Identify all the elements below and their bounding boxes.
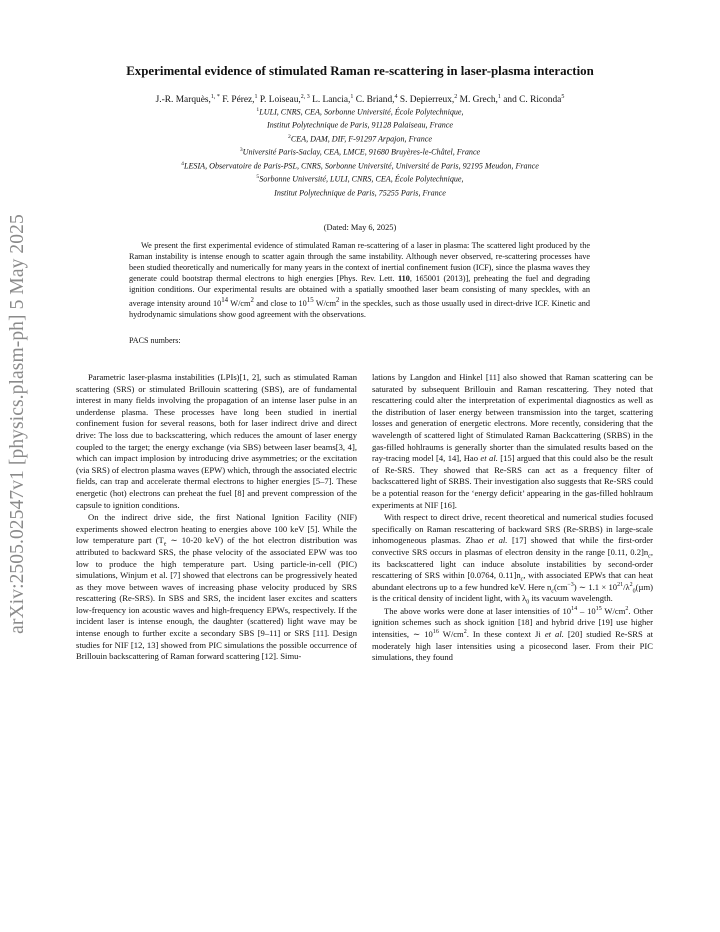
author: M. Grech,$^1$ xyxy=(459,94,501,106)
author: L. Lancia,$^1$ xyxy=(312,94,354,106)
body-paragraph: lations by Langdon and Hinkel [11] also showed that Raman scattering can be saturated by subsequent Brillouin and Raman rescattering. They noted that rescattering could alter the interpretation of experimental diagnostics as well as the distribution of laser energy between transmission into the target, scattering losses and generation of energetic electrons. More recently, considering that the wavelength of scattered light of Stimulated Raman Backcattering (SRBS) in the gas-filled hohlraums is generally shorter than the simulated results based on the ray-tracing model [4, 14], Hao et al. [15] argued that this could also be the result of Re-SRS. They showed that Re-SRS can act as a frequency filter of backscattered light of SRBS. Their investigation also suggests that Re-SRS could be a potential reason for the ‘energy deficit’ appearing in the gas-filled hohlraum experiments at NIF [16]. xyxy=(372,372,653,510)
pacs-numbers: PACS numbers: xyxy=(129,336,181,345)
author-list xyxy=(40,91,680,106)
body-paragraph: Parametric laser-plasma instabilities (LPIs)[1, 2], such as stimulated Raman scattering (SRS) or stimulated Brillouin scattering (SBS), are of fundamental interest in many fields involving the propagation of an intense laser pulse in an underdense plasma. These processes have long been studied in inertial confinement fusion for several reasons, both for laser indirect drive and direct drive: The loss due to backscattering, which reduces the amount of laser energy coupled to the target; the energy exchange (via SBS) between laser beams[3, 4], which can impact implosion by introducing drive asymmetries; or the excitation (via SRS) of electron plasma waves (EPW) which, through the associated electric fields, can trap and accelerate thermal electrons to higher energies [5–7]. These energetic (hot) electrons can preheat the fuel [8] and prevent compression of the capsule to ignition conditions. xyxy=(76,372,357,510)
author: C. Briand,$^4$ xyxy=(355,94,398,106)
body-paragraph: With respect to direct drive, recent theoretical and numerical studies focused specifically on Raman rescattering of backward SRS (Re-SRBS) in large-scale inhomogeneous plasmas. Zhao et al. [17] showed that while the first-order convective SRS occurs in plasmas of electron density in the range [0.11, $0.2]n_c$, its backscattered light can induce absolute instabilities by second-order rescattering of SRS within [0.0764, $0.11]n_c$, with associated EPWs that can heat abundant electrons up to a few hundred keV. Here $n_c(cm^{-3})$ ∼ $1.1 \times 10^{21}/\lambda^2_0(\mu m)$ is the critical density of incident light, with $\lambda_0$ its vacuum wavelength. xyxy=(372,512,654,606)
arxiv-identifier-stamp xyxy=(1,178,35,670)
body-column-left xyxy=(76,372,357,663)
author: P. Loiseau,$^{2, 3}$ xyxy=(259,94,310,106)
affiliation: Institut Polytechnique de Paris, 75255 Paris, France xyxy=(274,188,446,198)
abstract: We present the first experimental evidence of stimulated Raman re-scattering of a laser in plasma: The scattered light produced by the Raman instability is intense enough to scatter again through the same instability. Although never observed, re-scattering processes have been studied theoretically and numerically for many years in the context of inertial confinement fusion (ICF), since the plasma waves they generate could bootstrap thermal electrons to high energies [Phys. Rev. Lett. 110, 165001 (2013)], preheating the fuel and degrading ignition conditions. Our experimental results are obtained with a spatially smoothed laser beam consisting of many speckles, with an average intensity around $10^{14}$ $W/cm^2$ and close to $10^{15}$ $W/cm^2$ in the speckles, such as those usually used in direct-drive ICF. Kinetic and hydrodynamic simulations show good agreement with the observations. xyxy=(129,241,591,320)
affiliation: $^5$Sorbonne Université, LULI, CNRS, CEA, École Polytechnique, xyxy=(256,174,464,185)
author: J.-R. Marquès,$^{1, *}$ xyxy=(155,94,220,106)
author: F. Pérez,$^1$ xyxy=(222,94,258,106)
body-paragraph: On the indirect drive side, the first National Ignition Facility (NIF) experiments showed electron heating to energies above 100 keV [5]. While the low temperature part ($T_e$ ∼ 10-20 keV) of the hot electron distribution was attributed to backward SRS, the phase velocity of the associated EPW was too low to produce the high temperature part. Using particle-in-cell (PIC) simulations, Winjum et al. [7] showed that electrons can be progressively heated as they move between waves of increasing phase velocity produced by SRS rescattering (Re-SRS). In SBS and SRS, the incident laser excites and scatters low-frequency ion acoustic waves and high-frequency EPWs, respectively. If the incident laser is intense enough, the daughter (scattered) light wave may be intense enough to further excite a secondary SBS [9–11] or SRS [11]. Design studies for NIF [12, 13] showed from PIC simulations the possible occurrence of Brillouin backscattering of Raman forward scattering [12]. Simu- xyxy=(76,512,358,662)
paper-title: Experimental evidence of stimulated Raman re-scattering in laser-plasma interaction xyxy=(126,64,594,78)
body-column-right xyxy=(372,372,653,664)
dated-line: (Dated: May 6, 2025) xyxy=(323,223,397,232)
affiliation: $^2$CEA, DAM, DIF, F-91297 Arpajon, France xyxy=(288,133,432,144)
body-paragraph: The above works were done at laser intensities of $10^{14} - 10^{15}$ $W/cm^2$. Other ignition schemes such as shock ignition [18] and hybrid drive [19] use higher intensities, ∼ $10^{16}$ $W/cm^2$. In these context Ji et al. [20] studied Re-SRS at moderately high laser intensities using a picosecond laser. From their PIC simulations, they found xyxy=(372,605,654,663)
affiliation-list xyxy=(40,105,680,199)
arxiv-identifier: arXiv:2505.02547v1 [physics.plasm-ph] 5 May 2025 xyxy=(7,214,29,634)
affiliation: $^1$LULI, CNRS, CEA, Sorbonne Université, École Polytechnique, xyxy=(256,107,464,117)
author: S. Depierreux,$^2$ xyxy=(399,94,458,106)
affiliation: $^4$LESIA, Observatoire de Paris-PSL, CNRS, Sorbonne Université, Université de Paris, 92195 Meudon, France xyxy=(181,160,539,171)
affiliation: $^3$Université Paris-Saclay, CEA, LMCE, 91680 Bruyères-le-Châtel, France xyxy=(239,147,481,158)
author: and C. Riconda$^5$ xyxy=(503,94,565,106)
affiliation: Institut Polytechnique de Paris, 91128 Palaiseau, France xyxy=(267,121,453,131)
